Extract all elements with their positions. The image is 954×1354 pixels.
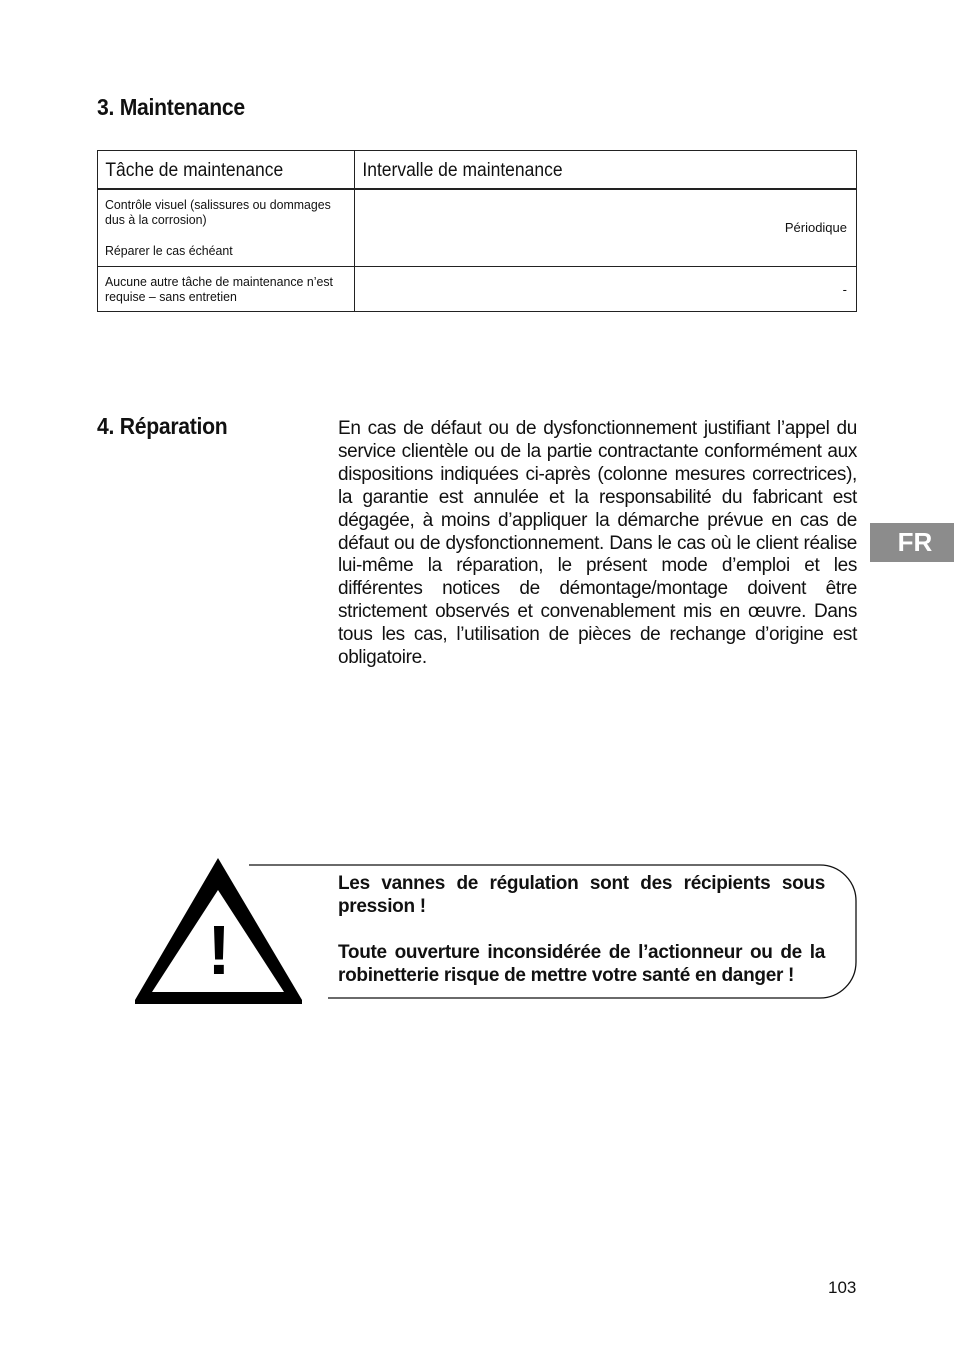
task-line: Réparer le cas échéant	[105, 243, 233, 258]
warning-line: Toute ouverture inconsidérée de l’actionneur ou de la robinetterie risque de mettre votre santé en danger !	[338, 942, 825, 986]
repair-paragraph: En cas de défaut ou de dysfonctionnement justifiant l’appel du service clientèle ou de la partie contractante conformément aux dispositions indiquées ci-après (colonne mesures correctrices), la garantie est annulée et la responsabilité du fabricant est dégagée, à moins d’appliquer la démarche prévue en cas de défaut ou de dysfonctionnement. Dans le cas où le client réalise lui-même la réparation, le présent mode d’emploi et les différentes notices de démontage/montage doivent être strictement observés et convenablement mis en œuvre. Dans tous les cas, l’utilisation de pièces de rechange d’origine est obligatoire.	[338, 418, 857, 669]
warning-triangle-icon	[135, 858, 302, 1004]
exclamation-mark: !	[207, 911, 231, 989]
maintenance-heading: 3. Maintenance	[97, 94, 245, 120]
task-line: Contrôle visuel (salissures ou dommages dus à la corrosion)	[105, 197, 331, 227]
task-line: Aucune autre tâche de maintenance n’est requise – sans entretien	[105, 273, 333, 304]
interval-value: -	[842, 281, 847, 297]
language-tab: FR	[870, 523, 954, 562]
repair-heading: 4. Réparation	[97, 413, 228, 439]
interval-value: Périodique	[784, 220, 847, 235]
warning-line: Les vannes de régulation sont des récipients sous pression !	[338, 873, 825, 917]
column-header-interval: Intervalle de maintenance	[355, 151, 857, 190]
warning-text	[338, 872, 825, 987]
page-number: 103	[828, 1278, 857, 1297]
column-header-task: Tâche de maintenance	[98, 151, 355, 190]
